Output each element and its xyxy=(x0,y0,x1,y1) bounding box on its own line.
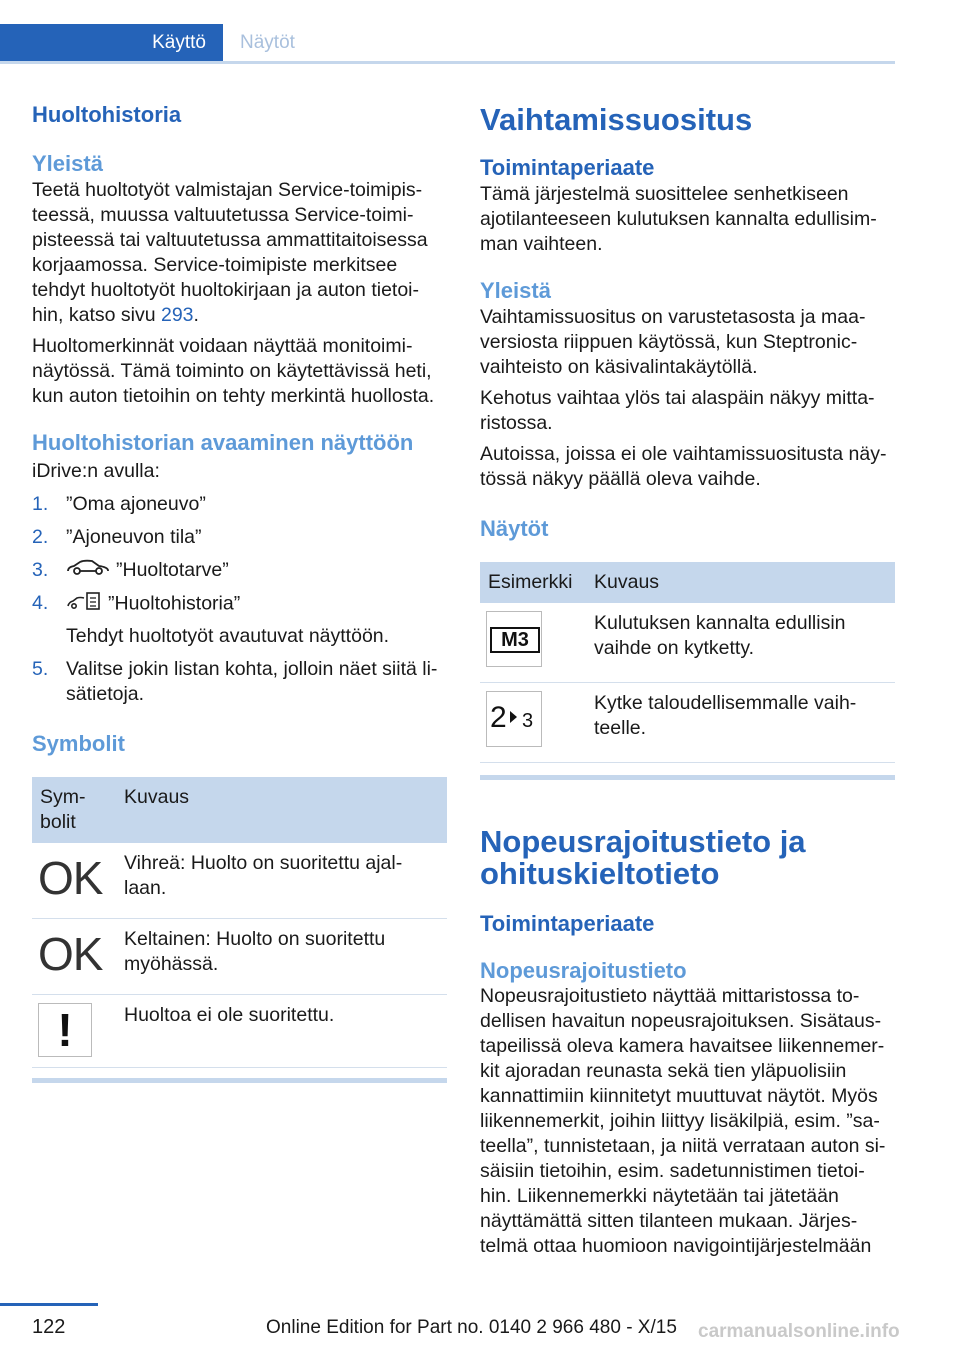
tab-kaytto[interactable]: Käyttö xyxy=(0,24,223,61)
car-icon xyxy=(66,558,110,583)
list-item xyxy=(32,657,447,707)
idrive-label: iDrive:n avulla: xyxy=(32,460,160,482)
paragraph-toimintaperiaate: Tämä järjestelmä suosittelee senhetkiseen ajotilanteeseen kulutuksen kannalta edullisim-man vaihteen. xyxy=(480,183,877,255)
paragraph-nopeus: Nopeusrajoitustieto näyttää mittaristossa to-dellisen havaitun nopeusrajoituksen. Sisätaus-tapeilissä oleva kamera havaitsee liikennemer-kit ajoradan reunasta sekä tien yläpuolisiin kannattimiin kiinnitetyt muuttuvat näytöt. Myös liikennemerkit, joihin liittyy lisäkilpiä, esim. ”sa-teella”, tunnistetaan, ja niitä verrataan auton si-säisiin tietoihin, esim. sadetunnistimen tietoi-hin. Liikennemerkki näytetään tai jätetään näyttämättä sitten tilanteen mukaan. Järjes-telmä ottaa huomioon navigointijärjestelmään xyxy=(480,985,886,1257)
heading-toimintaperiaate: Toimintaperiaate xyxy=(480,155,655,180)
table-header-row xyxy=(32,777,447,843)
ok-green-icon: OK xyxy=(38,852,103,905)
step-number: 3. xyxy=(32,559,49,581)
table-row xyxy=(32,919,447,995)
paragraph-text: Teetä huoltotyöt valmistajan Service-toimipis-teessä, muussa valtuutetussa Service-toimi-pisteessä tai valtuutetussa ammattitaitoisessa korjaamossa. Service-toimipiste merkitsee tehdyt huoltotyöt huoltokirjaan ja auton tietoi-hin, katso sivu xyxy=(32,179,428,326)
table-row xyxy=(480,683,895,763)
paragraph-yleista-2: Huoltomerkinnät voidaan näyttää monitoimi-näytössä. Tämä toiminto on käytettävissä heti, kun auton tietoihin on tehty merkintä huollosta. xyxy=(32,335,435,407)
step-text: ”Huoltohistoria” xyxy=(108,593,241,615)
table-end-bar xyxy=(480,775,895,780)
step-number: 2. xyxy=(32,526,49,548)
gear-m3-label: M3 xyxy=(490,627,540,653)
shift-to-gear: 3 xyxy=(522,710,534,732)
example-cell xyxy=(480,603,588,683)
heading-nopeus-toimintaperiaate: Toimintaperiaate xyxy=(480,911,655,936)
gear-m3-icon xyxy=(486,611,542,667)
table-row xyxy=(32,995,447,1068)
heading-avaaminen: Huoltohistorian avaaminen näyttöön xyxy=(32,430,414,455)
step-number: 4. xyxy=(32,592,49,615)
symbol-cell xyxy=(32,919,118,995)
step-text: Valitse jokin listan kohta, jolloin näet siitä li-sätietoja. xyxy=(66,658,438,706)
table-row xyxy=(480,603,895,683)
paragraph-yleista-r2: Kehotus vaihtaa ylös tai alaspäin näkyy mitta-ristossa. xyxy=(480,387,875,434)
section-title-huoltohistoria: Huoltohistoria xyxy=(32,102,182,127)
service-history-icon xyxy=(66,591,102,618)
table-header-esimerkki: Esimerkki xyxy=(480,562,588,603)
table-header-kuvaus: Kuvaus xyxy=(118,777,447,843)
table-header-row xyxy=(480,562,895,603)
description-cell: Kytke taloudellisemmalle vaih-teelle. xyxy=(588,683,895,763)
display-table xyxy=(480,562,895,763)
left-column xyxy=(32,100,447,1083)
step-text: ”Oma ajoneuvo” xyxy=(66,493,206,515)
description-cell: Keltainen: Huolto on suoritettu myöhässä. xyxy=(118,919,447,995)
description-cell: Kulutuksen kannalta edullisin vaihde on kytketty. xyxy=(588,603,895,683)
symbols-table xyxy=(32,777,447,1068)
step-number: 1. xyxy=(32,493,49,515)
example-cell xyxy=(480,683,588,763)
steps-list xyxy=(32,492,447,707)
list-item xyxy=(32,558,447,583)
heading-symbolit: Symbolit xyxy=(32,731,125,757)
list-item xyxy=(32,492,447,517)
symbol-cell xyxy=(32,995,118,1068)
paragraph-yleista-1 xyxy=(32,178,447,328)
paragraph-yleista-r3: Autoissa, joissa ei ole vaihtamissuositusta näy-tössä näkyy päällä oleva vaihde. xyxy=(480,443,887,490)
footer-line xyxy=(0,1303,98,1306)
table-header-kuvaus: Kuvaus xyxy=(588,562,895,603)
shift-arrow-icon xyxy=(510,711,517,723)
page-link-293[interactable]: 293 xyxy=(160,304,194,326)
heading-nopeusrajoitustieto: Nopeusrajoitustieto xyxy=(480,958,687,983)
paragraph-yleista-r1: Vaihtamissuositus on varustetasosta ja maa-versiosta riippuen käytössä, kun Steptronic-vaihteisto on käsivalintakäytöllä. xyxy=(480,306,866,378)
shift-from-gear: 2 xyxy=(490,701,507,734)
section-title-nopeusrajoitus: Nopeusrajoitustieto ja ohituskieltotieto xyxy=(480,824,806,891)
watermark-text: carmanualsonline.info xyxy=(698,1321,900,1342)
heading-yleista-right: Yleistä xyxy=(480,278,551,303)
exclamation-icon: ! xyxy=(38,1003,92,1057)
list-item xyxy=(32,591,447,649)
shift-2-to-3-icon xyxy=(486,691,542,747)
tab-naytot[interactable]: Näytöt xyxy=(240,32,295,53)
heading-naytot: Näytöt xyxy=(480,516,549,541)
step-text: ”Huoltotarve” xyxy=(116,559,229,581)
right-column xyxy=(480,100,895,1259)
description-cell: Vihreä: Huolto on suoritettu ajal-laan. xyxy=(118,843,447,919)
step-text: ”Ajoneuvon tila” xyxy=(66,526,202,548)
list-item xyxy=(32,525,447,550)
symbol-cell xyxy=(32,843,118,919)
page-number: 122 xyxy=(32,1316,66,1338)
paragraph-text-end: . xyxy=(193,304,199,326)
edition-text: Online Edition for Part no. 0140 2 966 480 - X/15 xyxy=(266,1317,677,1338)
step-subtext: Tehdyt huoltotyöt avautuvat näyttöön. xyxy=(66,625,390,648)
description-cell: Huoltoa ei ole suoritettu. xyxy=(118,995,447,1068)
step-number: 5. xyxy=(32,658,49,681)
table-row xyxy=(32,843,447,919)
table-header-symbolit: Sym-bolit xyxy=(32,777,118,843)
ok-yellow-icon: OK xyxy=(38,928,103,981)
section-title-vaihtamissuositus: Vaihtamissuositus xyxy=(480,102,753,137)
heading-yleista: Yleistä xyxy=(32,151,103,176)
table-end-bar xyxy=(32,1078,447,1083)
